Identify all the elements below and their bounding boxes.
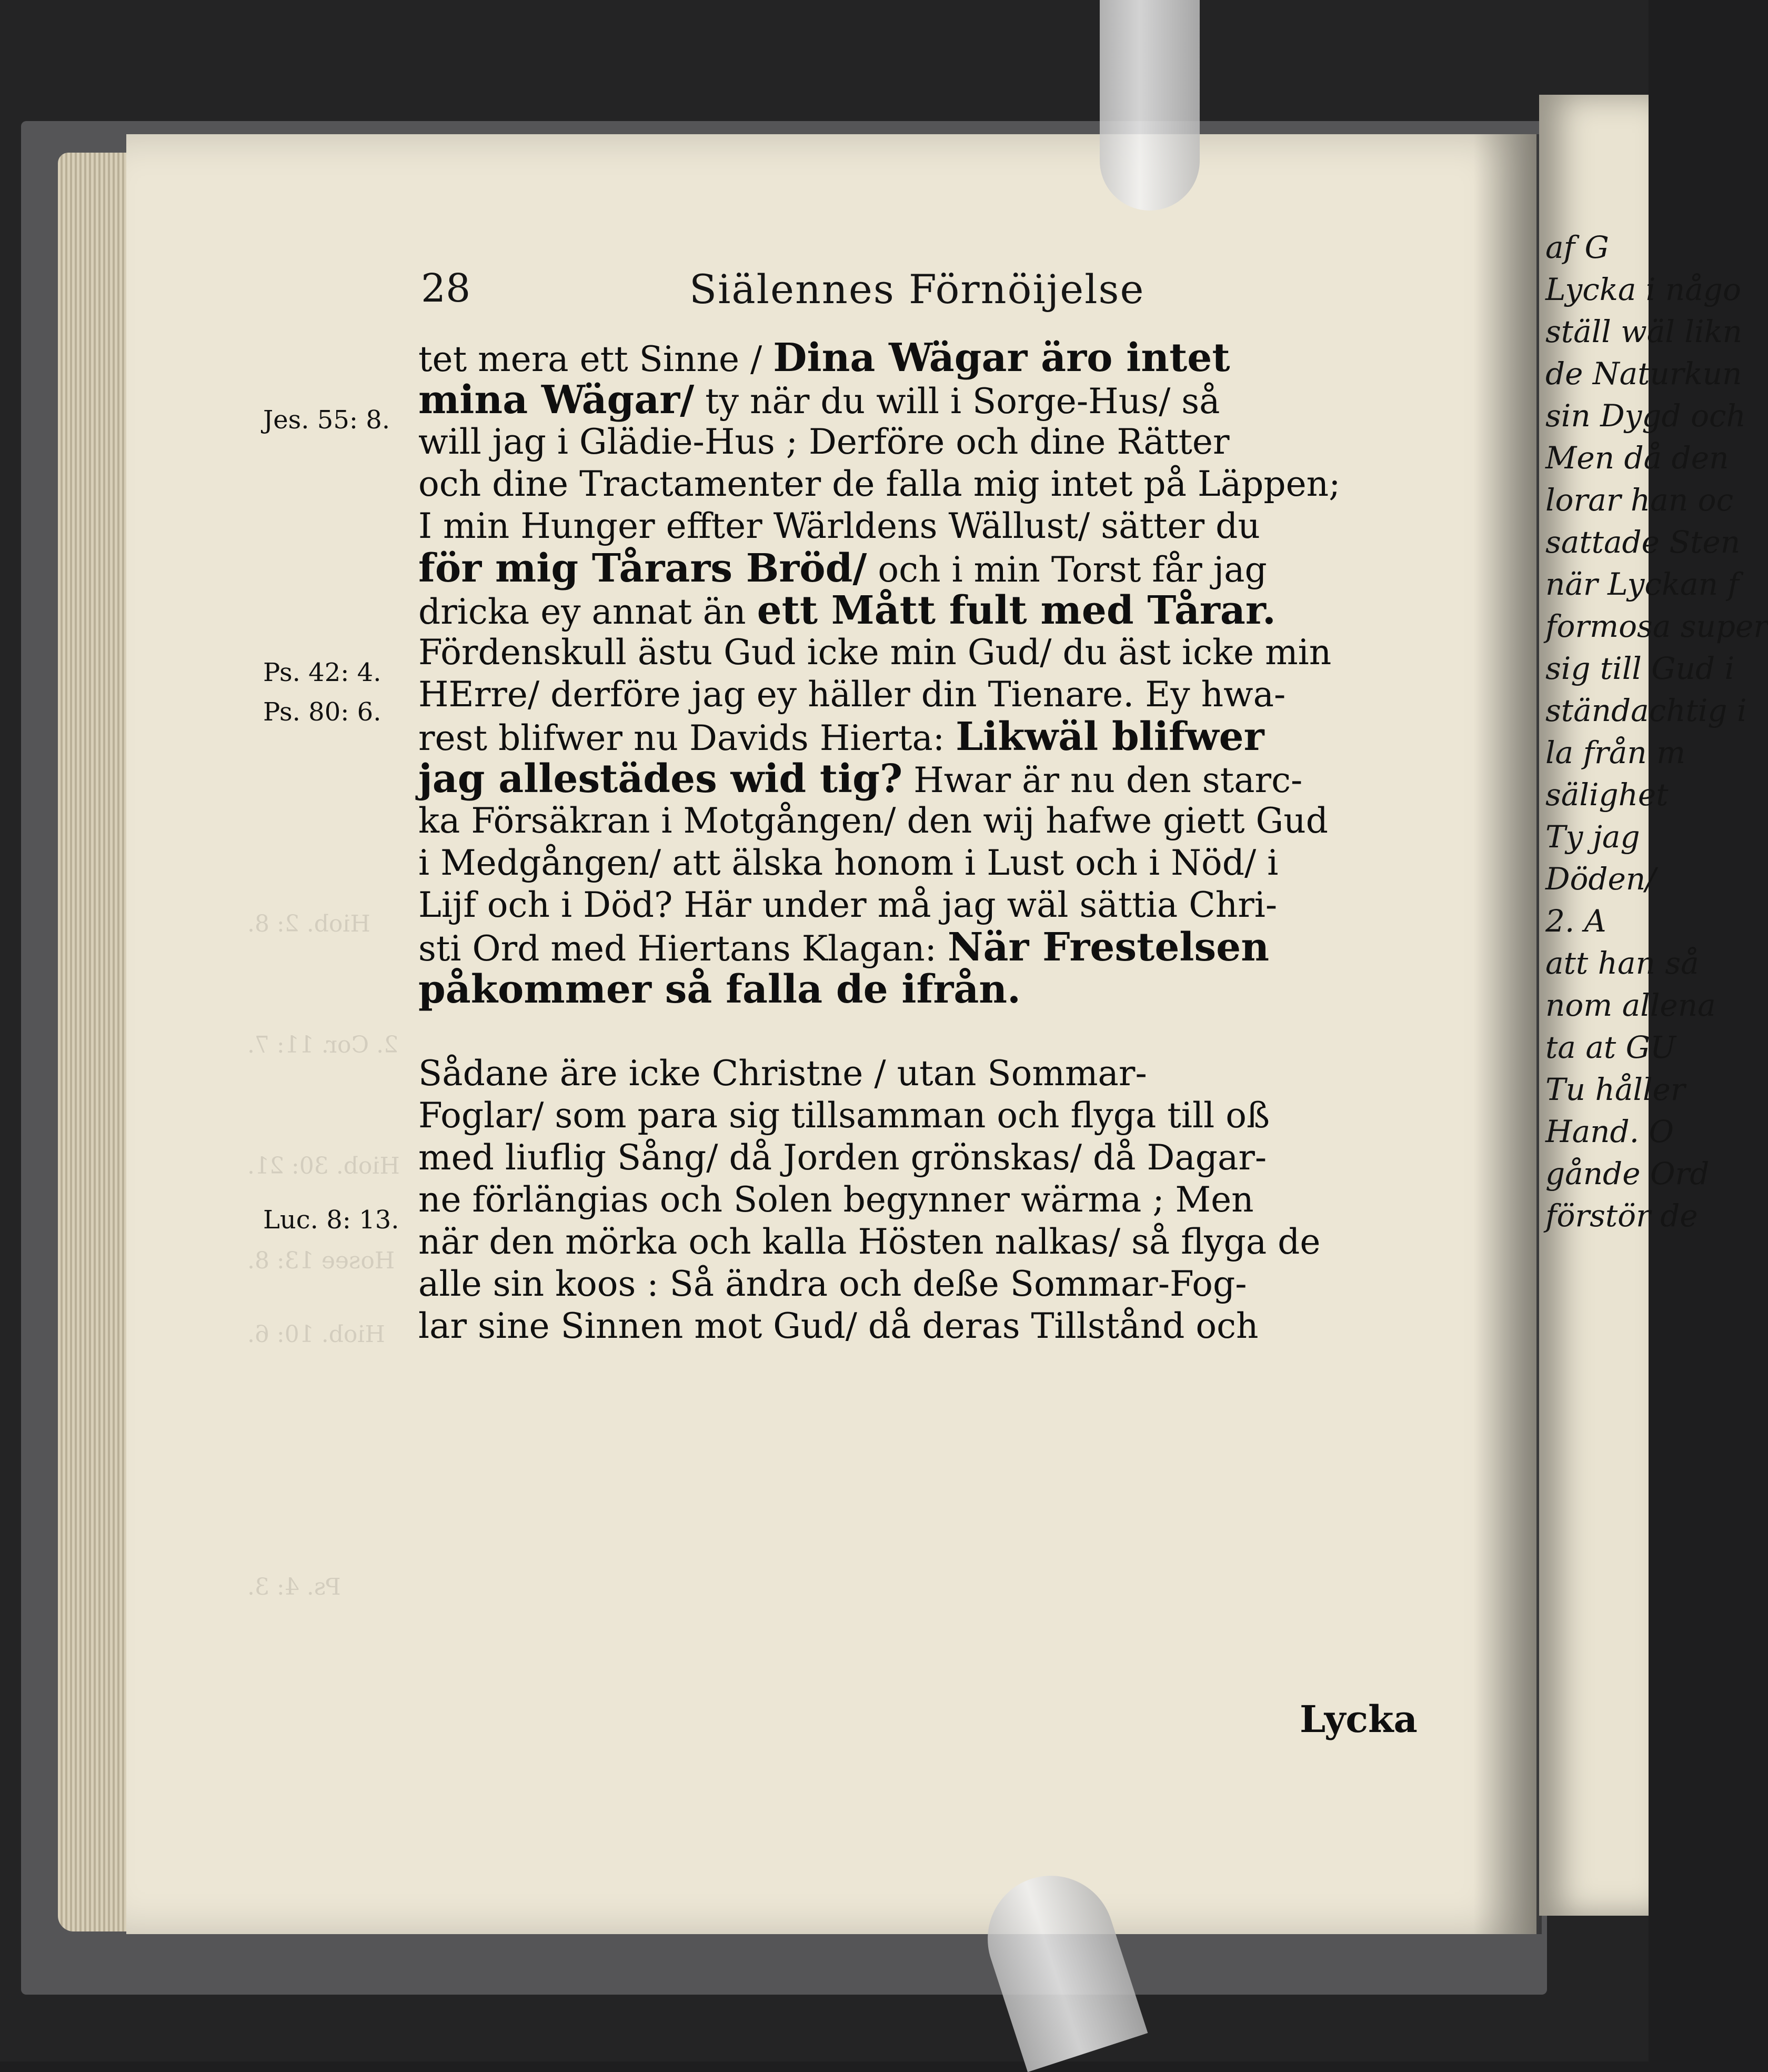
facing-page-line: la från m [1545, 735, 1686, 770]
facing-page-line: Döden/ [1545, 861, 1656, 897]
facing-page-line: Ty jag [1545, 819, 1640, 855]
text-line [418, 1263, 1418, 1305]
text-run: för mig Tårars Bröd/ [418, 546, 867, 591]
text-run: HErre/ derföre jag ey häller din Tienare. Ey hwa- [418, 674, 1286, 715]
text-run: påkommer så falla de ifrån. [418, 967, 1021, 1012]
text-line [418, 589, 1418, 632]
text-line [418, 1221, 1418, 1263]
facing-page-line: sig till Gud i [1545, 650, 1735, 686]
ghost-margin-note: Hiob. 30: 21. [247, 1153, 400, 1179]
facing-page-line: Men då den [1545, 440, 1729, 476]
text-run: lar sine Sinnen mot Gud/ då deras Tillstånd och [418, 1306, 1259, 1346]
text-line [418, 1010, 1418, 1053]
margin-note: Ps. 80: 6. [263, 697, 381, 727]
text-line [418, 505, 1418, 547]
facing-page-line: förstör de [1545, 1198, 1698, 1234]
catchword: Lycka [1300, 1697, 1418, 1741]
text-line [418, 1095, 1418, 1137]
text-run: i Medgången/ att älska honom i Lust och i Nöd/ i [418, 843, 1279, 883]
text-line [418, 337, 1418, 379]
text-run: när den mörka och kalla Hösten nalkas/ så flyga de [418, 1222, 1321, 1262]
margin-note: Luc. 8: 13. [263, 1205, 399, 1235]
page-number: 28 [421, 266, 471, 311]
ghost-margin-note: 2. Cor. 11: 7. [247, 1032, 399, 1058]
text-run: I min Hunger effter Wärldens Wällust/ sätter du [418, 506, 1260, 546]
text-line [418, 758, 1418, 800]
text-line [418, 1053, 1418, 1095]
body-text [418, 337, 1418, 1347]
text-run: alle sin koos : Så ändra och deße Sommar-Fog- [418, 1264, 1247, 1304]
text-line [418, 716, 1418, 758]
text-run: Sådane äre icke Christne / utan Sommar- [418, 1053, 1147, 1094]
text-line [418, 800, 1418, 842]
page-clip [1100, 0, 1200, 211]
text-run: ka Försäkran i Motgången/ den wij hafwe giett Gud [418, 800, 1329, 841]
facing-page-line: ständachtig i [1545, 693, 1747, 728]
facing-page-line: sattade Sten [1545, 524, 1741, 560]
facing-page-line: af G [1545, 229, 1609, 265]
text-run: Lijf och i Död? Här under må jag wäl sättia Chri- [418, 885, 1278, 925]
facing-page-line: ta at GU [1545, 1029, 1676, 1065]
text-line [418, 968, 1418, 1010]
facing-page-line: lorar han oc [1545, 482, 1734, 518]
ghost-margin-note: Hosee 13: 8. [247, 1247, 395, 1274]
text-run: Fördenskull ästu Gud icke min Gud/ du äst icke min [418, 632, 1332, 673]
text-run: mina Wägar/ [418, 377, 695, 423]
text-run: och i min Torst får jag [867, 549, 1267, 590]
margin-note: Ps. 42: 4. [263, 658, 381, 687]
facing-page-line: gånde Ord [1545, 1156, 1710, 1192]
facing-page-line: 2. A [1545, 903, 1606, 939]
text-line [418, 1137, 1418, 1179]
text-run: will jag i Glädie-Hus ; Derföre och dine Rätter [418, 422, 1230, 462]
text-run: och dine Tractamenter de falla mig intet på Läppen; [418, 464, 1341, 504]
text-line [418, 674, 1418, 716]
emphasized-text: ett Mått fult med Tårar. [757, 588, 1276, 633]
text-line [418, 463, 1418, 505]
text-line [418, 842, 1418, 884]
text-run: med liuflig Sång/ då Jorden grönskas/ då Dagar- [418, 1137, 1267, 1178]
facing-page-line: de Naturkun [1545, 356, 1742, 392]
emphasized-text: Dina Wägar äro intet [773, 335, 1230, 381]
text-line [418, 1179, 1418, 1221]
facing-page-line: Tu håller [1545, 1072, 1685, 1107]
text-run: Hwar är nu den starc- [902, 760, 1303, 800]
facing-page-line: Hand. O [1545, 1114, 1674, 1149]
text-line [418, 379, 1418, 421]
book-gutter [1473, 134, 1542, 1934]
facing-page-line: sälighet [1545, 777, 1669, 813]
facing-page-line: nom allena [1545, 987, 1716, 1023]
text-line [418, 547, 1418, 589]
text-run: dricka ey annat än [418, 592, 757, 632]
facing-page-line: ställ wäl likn [1545, 314, 1742, 349]
emphasized-text: Likwäl blifwer [956, 714, 1264, 759]
text-line [418, 632, 1418, 674]
running-title: Siälennes Förnöijelse [689, 266, 1145, 313]
facing-page-line: Lycka i någo [1545, 272, 1741, 307]
facing-page-line: när Lyckan f [1545, 566, 1739, 602]
text-line [418, 884, 1418, 926]
facing-page-line: att han så [1545, 945, 1699, 981]
text-run: sti Ord med Hiertans Klagan: [418, 928, 948, 969]
text-run: rest blifwer nu Davids Hierta: [418, 718, 956, 758]
facing-page-line: sin Dygd och [1545, 398, 1746, 434]
facing-page-line: formosa super [1545, 608, 1768, 644]
margin-note: Jes. 55: 8. [263, 405, 390, 435]
facing-page [1539, 95, 1768, 1916]
emphasized-text: När Frestelsen [947, 925, 1270, 970]
text-run: ne förlängias och Solen begynner wärma ; Men [418, 1179, 1254, 1220]
ghost-margin-note: Hiob. 10: 6. [247, 1321, 385, 1348]
page-header [421, 266, 1421, 329]
text-run: tet mera ett Sinne / [418, 339, 774, 379]
text-line [418, 421, 1418, 463]
ghost-margin-note: Ps. 4: 3. [247, 1574, 341, 1600]
ghost-margin-note: Hiob. 2: 8. [247, 910, 370, 937]
text-line [418, 1305, 1418, 1347]
text-line [418, 926, 1418, 968]
text-run: ty när du will i Sorge-Hus/ så [694, 381, 1220, 422]
text-run: Foglar/ som para sig tillsamman och flyga till oß [418, 1095, 1270, 1136]
text-run: jag allestädes wid tig? [418, 756, 903, 802]
